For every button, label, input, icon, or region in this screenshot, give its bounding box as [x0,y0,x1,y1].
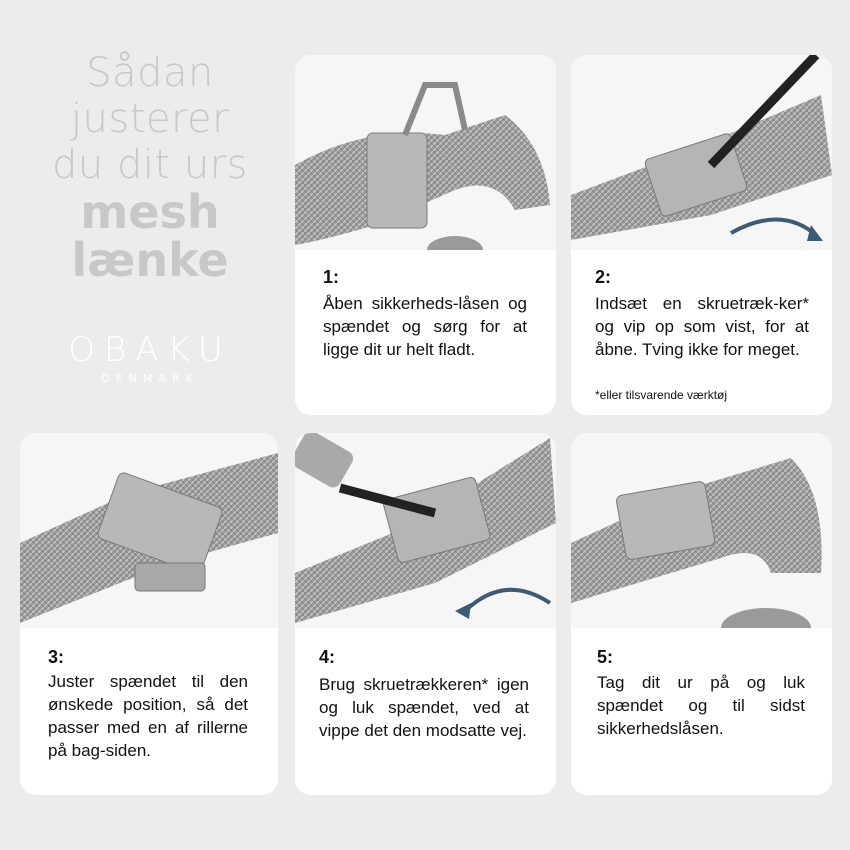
title-line: du dit urs [52,142,248,188]
step-number: 3: [48,647,65,667]
step-text: Tag dit ur på og luk spændet og til sidst sikkerhedslåsen. [597,673,805,738]
title-line: Sådan [86,50,214,96]
step-text: Brug skruetrækkeren* igen og luk spændet, ved at vippe det den modsatte vej. [319,675,529,740]
screwdriver-close-clasp-image [295,433,556,628]
step-text: Åben sikkerheds-låsen og spændet og sørg for at ligge dit ur helt fladt. [323,294,527,359]
step-text: Juster spændet til den ønskede position, så det passer med en af rillerne på bag-siden. [48,672,248,760]
title-bold-line: lænke [71,233,229,287]
step-card-4 [295,433,556,795]
step-card-2 [571,55,832,415]
title-bold-line: mesh [80,185,220,239]
mesh-band-open-clasp-image [295,55,556,250]
step-card-1 [295,55,556,415]
step-footnote: *eller tilsvarende værktøj [595,388,728,402]
logo-subtitle: DENMARK [101,372,199,385]
mesh-band-adjust-clasp-image [20,433,278,628]
step-number: 5: [597,647,614,667]
brand-logo [20,330,280,385]
step-card-5 [571,433,832,795]
title-line: justerer [70,96,230,142]
step-number: 2: [595,267,612,287]
logo-name: OBAKU [68,330,232,370]
screwdriver-open-clasp-image [571,55,832,250]
arrow-icon [731,219,816,235]
step-number: 4: [319,647,336,667]
step-card-3 [20,433,278,795]
arrow-icon [465,590,550,611]
page-title [20,50,280,287]
mesh-band-closed-clasp-image [571,433,832,628]
step-text: Indsæt en skruetræk-ker* og vip op som vist, for at åbne. Tving ikke for meget. [595,294,809,359]
step-number: 1: [323,267,340,287]
